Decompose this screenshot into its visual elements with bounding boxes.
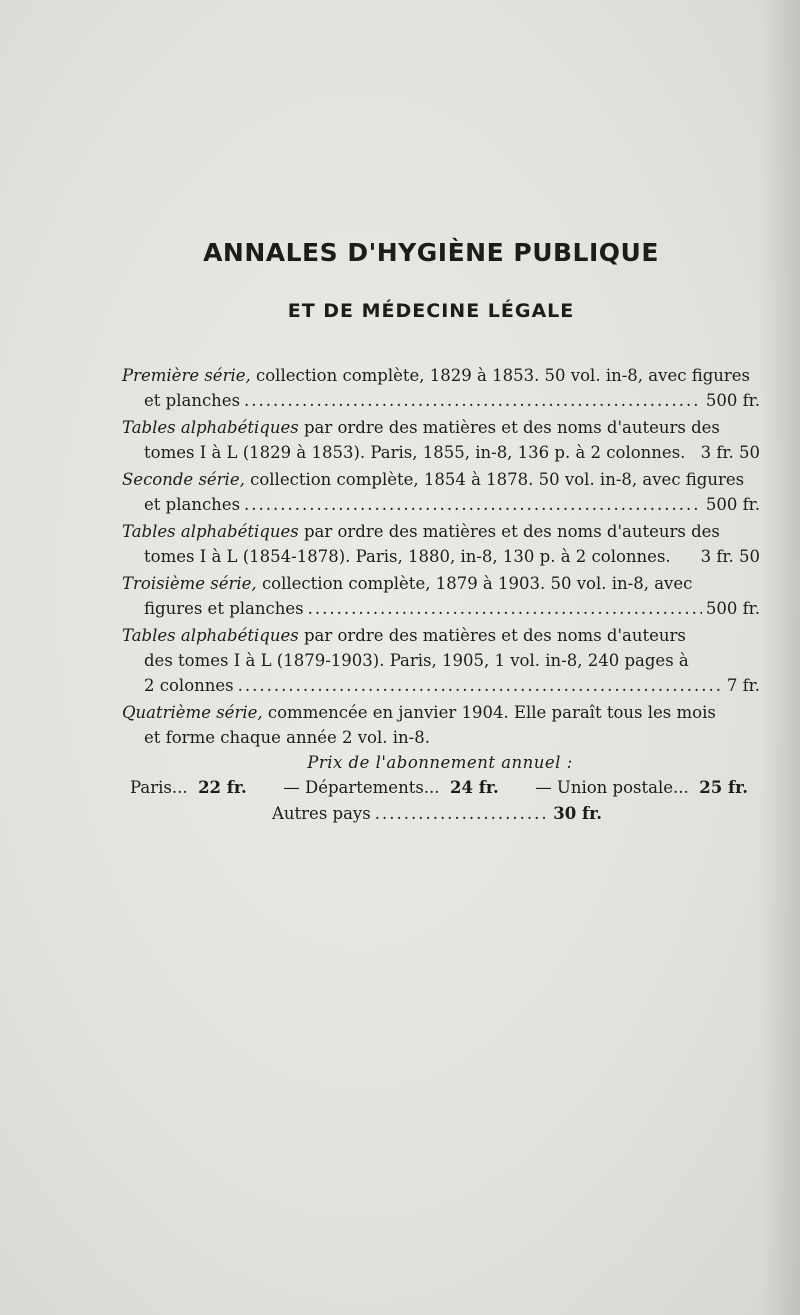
page-subtitle: ET DE MÉDECINE LÉGALE: [287, 300, 575, 322]
entry-label: Troisième série,: [122, 574, 257, 593]
entry-price: 500 fr.: [705, 495, 760, 514]
entry-quatrieme-serie-line2: et forme chaque année 2 vol. in-8.: [144, 728, 430, 747]
entry-premiere-serie-line2: et planches ..... 500 fr.: [0, 389, 760, 413]
entry-label: Seconde série,: [122, 470, 245, 489]
entry-tables-3-line1: Tables alphabétiques par ordre des matières et des noms d'auteurs: [122, 626, 686, 645]
entry-price: 3 fr. 50: [700, 547, 760, 566]
page-spine-shadow: [760, 0, 800, 1315]
autres-pays-price-item: Autres pays ..... 30 fr.: [272, 804, 602, 823]
entry-premiere-serie-line1: Première série, collection complète, 1829 à 1853. 50 vol. in-8, avec figures: [122, 366, 751, 385]
departements-price-item: — Départements... 24 fr.: [283, 778, 499, 797]
page-title: ANNALES D'HYGIÈNE PUBLIQUE: [203, 238, 659, 267]
entry-price: 500 fr.: [705, 599, 760, 618]
entry-tables-3-line3: 2 colonnes ..... 7 fr.: [0, 674, 760, 698]
entry-tables-2-line2: tomes I à L (1854-1878). Paris, 1880, in-8, 130 p. à 2 colonnes. 3 fr. 50: [0, 545, 760, 569]
entry-tables-1-line2: tomes I à L (1829 à 1853). Paris, 1855, in-8, 136 p. à 2 colonnes. 3 fr. 50: [0, 441, 760, 465]
entry-price: 3 fr. 50: [700, 443, 760, 462]
entry-tables-2-line1: Tables alphabétiques par ordre des matières et des noms d'auteurs des: [122, 522, 720, 541]
entry-label: Tables alphabétiques: [122, 418, 299, 437]
entry-label: Quatrième série,: [122, 703, 263, 722]
subscription-heading: Prix de l'abonnement annuel :: [307, 753, 573, 772]
entry-label: Première série,: [122, 366, 251, 385]
entry-label: Tables alphabétiques: [122, 522, 299, 541]
entry-quatrieme-serie-line1: Quatrième série, commencée en janvier 1904. Elle paraît tous les mois: [122, 703, 716, 722]
entry-troisieme-serie-line2: figures et planches ..... 500 fr.: [0, 597, 760, 621]
entry-label: Tables alphabétiques: [122, 626, 299, 645]
subscription-prices: [130, 778, 748, 797]
entry-seconde-serie-line1: Seconde série, collection complète, 1854 à 1878. 50 vol. in-8, avec figures: [122, 470, 745, 489]
entry-tables-1-line1: Tables alphabétiques par ordre des matières et des noms d'auteurs des: [122, 418, 720, 437]
entry-price: 500 fr.: [705, 391, 760, 410]
entry-troisieme-serie-line1: Troisième série, collection complète, 1879 à 1903. 50 vol. in-8, avec: [122, 574, 693, 593]
union-postale-price-item: — Union postale... 25 fr.: [535, 778, 748, 797]
entry-tables-3-line2: des tomes I à L (1879-1903). Paris, 1905, 1 vol. in-8, 240 pages à: [144, 651, 689, 670]
paris-price-item: Paris... 22 fr.: [130, 778, 247, 797]
entry-price: 7 fr.: [726, 676, 760, 695]
entry-seconde-serie-line2: et planches ..... 500 fr.: [0, 493, 760, 517]
